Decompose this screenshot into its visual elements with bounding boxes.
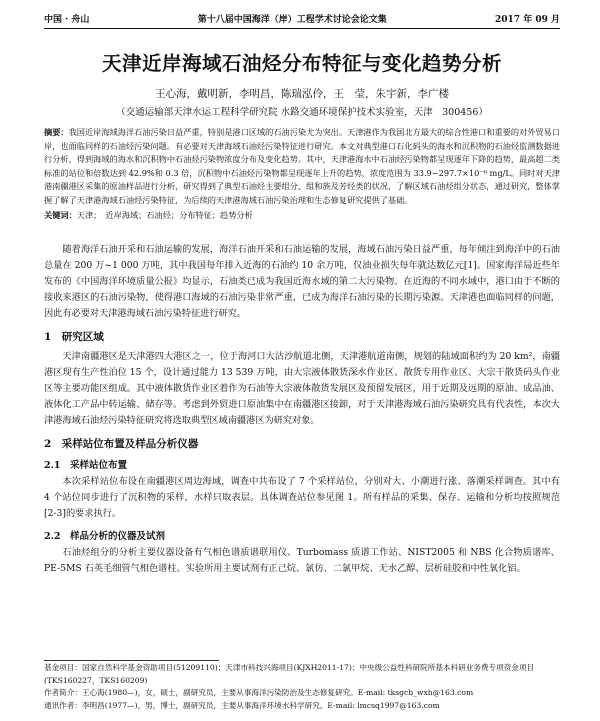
section-1-paragraph: 天津南疆港区是天津港四大港区之一，位于海河口大沽沙航道北侧，天津港航道南侧，规划的陆域面积约为 20 km²，南疆港区现有生产性泊位 15 个，设计通过能力 13 539 万吨，由大宗液体散货深水作业区、散货专用作业区、大宗干散货码头作业区等主要功能区组成。其中液体散货作业区着作为石油等大宗液体散货发展区及预留发展区，用于近期及远期的原油、成品油、液体化工产品中转运输、储存等。考虑到外贸进口原油集中在南疆港区接卸，对于天津港海域石油污染研究具有代表性，本次大津港海域石油烃污染特征研究将选取典型区域南疆港区为研究对象。	[44, 351, 560, 427]
header-location: 中国 · 舟山	[44, 15, 90, 25]
section-2-2-heading: 2.2 样品分析的仪器及试剂	[44, 531, 166, 543]
footnote-corresponding: 通讯作者：李明昌(1977—)，男，博士，副研究员，主要从事海洋环境水科学研究。E-mail: lmcsq1997@163.com	[44, 700, 440, 710]
abstract	[44, 126, 560, 208]
paper-title: 天津近岸海域石油烃分布特征与变化趋势分析	[101, 52, 502, 75]
abstract-text: 我国近岸海域海洋石油污染日益严重，特别是港口区域的石油污染尤为突出。天津港作为我国北方最大的综合性港口和重要的对外贸易口岸，也面临同样的石油烃污染问题。有必要对天津海域石油烃污染特征进行研究。本文对典型港口石化码头的海水和沉积物的石油烃监测数据进行分析，得到海域的海水和沉积物中石油烃污染物浓度分布及变化趋势。其中，天津港海水中石油烃污染物都呈现逐年下降的趋势，最高超二类标准的站位和倍数达到 42.9%和 0.3 倍，沉积物中石油烃污染物都呈现逐年上升的趋势，浓度范围为 33.9~297.7×10⁻⁶ mg/L。同时对天津港南疆港区采集的原油样品进行分析，研究得到了典型石油烃主要组分、组和族及芳烃类的状况，了解区域石油烃组分状态，通过研究，整体掌握了解了天津港海域石油烃污染特征，为后续的天津港海域石油污染治理和生态修复研究提供了基础。	[44, 127, 560, 205]
header-proceedings: 第十八届中国海洋（岸）工程学术讨论会论文集	[197, 15, 387, 25]
authors: 王心海，戴明新，李明昌，陈瑞泓伶，王 莹，朱宇新，李广楼	[155, 88, 449, 100]
running-header	[44, 0, 560, 29]
introduction-paragraph: 随着海洋石油开采和石油运输的发展，海洋石油开采和石油运输的发展，海域石油污染日益严重，每年倾注到海洋中的石油总量在 200 万~1 000 万吨，其中我国每年排入近海的石油约 10 余万吨，仅油业损失每年就达数亿元[1]。国家海洋局近些年发布的《中国海洋环境质量公报》均显示，石油类已成为我国近海水域的第二大污染物。在近海的不同水域中，港口由于不断的接收来港区的石油污染物，使得港口海域的石油污染非常严重，已成为海洋石油污染的长期污染源。天津港也面临同样的问题，因此有必要对天津港海域石油污染特征进行研究。	[44, 244, 560, 320]
keywords	[44, 209, 560, 223]
keywords-label: 关键词：	[44, 209, 77, 220]
footnote-author: 作者简介：王心海(1980—)，女，硕士，副研究员，主要从事海洋污染防治及生态修复研究。E-mail: tksgcb_wxh@163.com	[44, 688, 474, 697]
section-2-1-heading: 2.1 采样站位布置	[44, 460, 128, 472]
section-1-heading: 1 研究区域	[44, 331, 104, 344]
section-2-2-paragraph: 石油烃组分的分析主要仪器设备有气相色谱质谱联用仪、Turbomass 质谱工作站、NIST2005 和 NBS 化合物质谱库、PE-5MS 石英毛细管气相色谱柱。实验所用主要试剂有正己烷、氯仿、二氯甲烷、无水乙醇、层析硅胶和中性氧化铝。	[44, 547, 560, 575]
footnote-funding: 基金项目：国家自然科学基金资助项目(51209110)；天津市科技兴海项目(KJXH2011-17)；中央级公益性科研院所基本科研业务费专项资金项目(TKS160227，TKS160209)	[44, 663, 535, 685]
affiliation: （交通运输部天津水运工程科学研究院 水路交通环境保护技术实验室，天津 300456）	[116, 107, 488, 118]
section-2-heading: 2 采样站位布置及样品分析仪器	[44, 438, 199, 451]
abstract-label: 摘要：	[44, 127, 69, 137]
keywords-text: 天津； 近岸海域；石油烃；分布特征；趋势分析	[76, 209, 253, 220]
section-2-1-paragraph: 本次采样站位布设在南疆港区周边海域，调查中共布设了 7 个采样站位，分别对大、小潮进行涨、落潮采样调查。其中有 4 个站位同步进行了沉积物的采样，水样只取表层。具体调查站位参见图 1。所有样品的采集、保存、运输和分析均按照规范[2-3]的要求执行。	[44, 476, 560, 520]
footnote-separator	[44, 660, 219, 661]
footnotes	[44, 662, 560, 712]
header-date: 2017 年 09 月	[495, 15, 560, 25]
